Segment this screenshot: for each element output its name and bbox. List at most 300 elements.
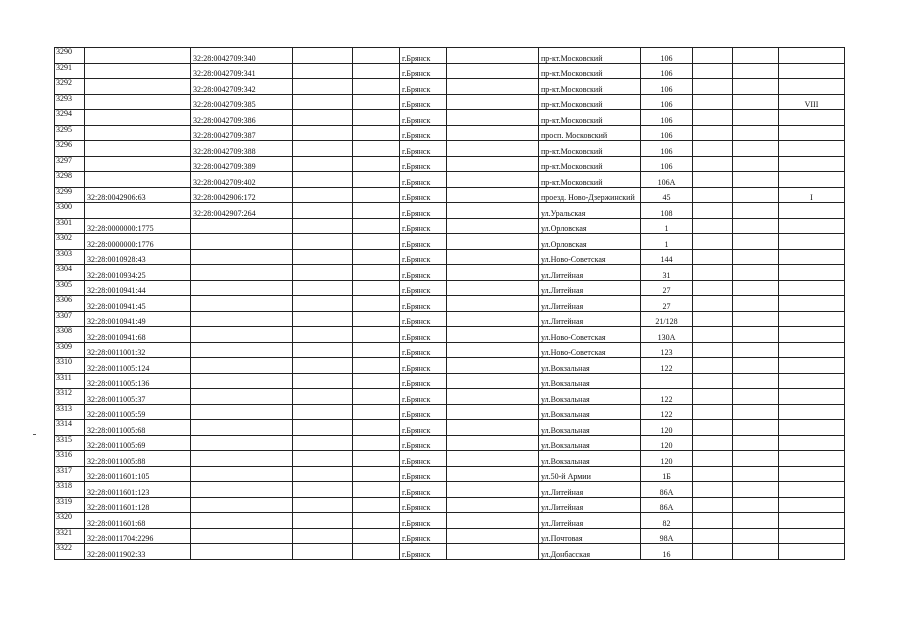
street-cell: ул.Ново-Советская (539, 249, 641, 265)
city-cell: г.Брянск (400, 141, 447, 157)
empty-cell (693, 466, 733, 482)
table-row (55, 110, 845, 126)
premises-cadastral-number (191, 544, 293, 560)
empty-cell (733, 249, 779, 265)
house-number-cell: 106 (641, 48, 693, 64)
empty-cell (447, 451, 539, 467)
building-cadastral-number (85, 141, 191, 157)
empty-cell (293, 544, 353, 560)
empty-cell (733, 203, 779, 219)
empty-cell (693, 311, 733, 327)
street-cell: ул.Вокзальная (539, 435, 641, 451)
house-number-cell: 120 (641, 435, 693, 451)
roman-numeral-cell (779, 110, 845, 126)
empty-cell (293, 358, 353, 374)
house-number-cell: 144 (641, 249, 693, 265)
building-cadastral-number: 32:28:0000000:1776 (85, 234, 191, 250)
empty-cell (447, 265, 539, 281)
house-number-cell: 106 (641, 141, 693, 157)
table-row (55, 234, 845, 250)
city-cell: г.Брянск (400, 420, 447, 436)
empty-cell (447, 482, 539, 498)
row-number: 3307 (55, 311, 85, 327)
city-cell: г.Брянск (400, 358, 447, 374)
roman-numeral-cell (779, 544, 845, 560)
roman-numeral-cell (779, 482, 845, 498)
city-cell: г.Брянск (400, 404, 447, 420)
empty-cell (733, 404, 779, 420)
house-number-cell: 98А (641, 528, 693, 544)
empty-cell (693, 373, 733, 389)
empty-cell (447, 435, 539, 451)
empty-cell (733, 141, 779, 157)
roman-numeral-cell (779, 513, 845, 529)
table-row (55, 513, 845, 529)
row-number: 3303 (55, 249, 85, 265)
street-cell: пр-кт.Московский (539, 156, 641, 172)
city-cell: г.Брянск (400, 435, 447, 451)
city-cell: г.Брянск (400, 451, 447, 467)
premises-cadastral-number (191, 513, 293, 529)
empty-cell (353, 513, 400, 529)
street-cell: пр-кт.Московский (539, 79, 641, 95)
row-number: 3296 (55, 141, 85, 157)
street-cell: ул.Литейная (539, 311, 641, 327)
city-cell: г.Брянск (400, 342, 447, 358)
premises-cadastral-number: 32:28:0042709:385 (191, 94, 293, 110)
empty-cell (353, 172, 400, 188)
house-number-cell: 1 (641, 218, 693, 234)
empty-cell (447, 327, 539, 343)
roman-numeral-cell (779, 497, 845, 513)
table-row (55, 311, 845, 327)
empty-cell (693, 218, 733, 234)
table-row (55, 358, 845, 374)
street-cell: ул.Донбасская (539, 544, 641, 560)
table-row (55, 48, 845, 64)
empty-cell (293, 234, 353, 250)
street-cell: ул.Ново-Советская (539, 342, 641, 358)
empty-cell (293, 466, 353, 482)
premises-cadastral-number (191, 218, 293, 234)
building-cadastral-number: 32:28:0011005:59 (85, 404, 191, 420)
empty-cell (693, 544, 733, 560)
house-number-cell: 120 (641, 451, 693, 467)
table-row (55, 156, 845, 172)
row-number: 3301 (55, 218, 85, 234)
empty-cell (733, 497, 779, 513)
house-number-cell: 106 (641, 156, 693, 172)
empty-cell (353, 141, 400, 157)
empty-cell (293, 497, 353, 513)
table-body (55, 48, 845, 560)
empty-cell (733, 94, 779, 110)
street-cell: ул.Литейная (539, 280, 641, 296)
empty-cell (693, 63, 733, 79)
empty-cell (353, 234, 400, 250)
table-row (55, 249, 845, 265)
empty-cell (293, 48, 353, 64)
empty-cell (447, 373, 539, 389)
table-row (55, 497, 845, 513)
empty-cell (353, 389, 400, 405)
street-cell: пр-кт.Московский (539, 94, 641, 110)
empty-cell (353, 311, 400, 327)
empty-cell (447, 358, 539, 374)
roman-numeral-cell: VIII (779, 94, 845, 110)
premises-cadastral-number (191, 528, 293, 544)
building-cadastral-number: 32:28:0011005:37 (85, 389, 191, 405)
house-number-cell: 106 (641, 125, 693, 141)
city-cell: г.Брянск (400, 265, 447, 281)
roman-numeral-cell (779, 203, 845, 219)
empty-cell (353, 358, 400, 374)
row-number: 3317 (55, 466, 85, 482)
empty-cell (693, 482, 733, 498)
empty-cell (353, 544, 400, 560)
empty-cell (733, 63, 779, 79)
empty-cell (353, 528, 400, 544)
building-cadastral-number: 32:28:0011601:68 (85, 513, 191, 529)
row-number: 3311 (55, 373, 85, 389)
empty-cell (353, 373, 400, 389)
building-cadastral-number (85, 172, 191, 188)
row-number: 3308 (55, 327, 85, 343)
street-cell: ул.Уральская (539, 203, 641, 219)
empty-cell (353, 404, 400, 420)
building-cadastral-number: 32:28:0010941:49 (85, 311, 191, 327)
row-number: 3298 (55, 172, 85, 188)
empty-cell (447, 48, 539, 64)
empty-cell (447, 249, 539, 265)
empty-cell (447, 125, 539, 141)
empty-cell (733, 110, 779, 126)
empty-cell (733, 172, 779, 188)
premises-cadastral-number (191, 296, 293, 312)
premises-cadastral-number: 32:28:0042709:341 (191, 63, 293, 79)
house-number-cell: 106А (641, 172, 693, 188)
premises-cadastral-number: 32:28:0042709:389 (191, 156, 293, 172)
empty-cell (693, 420, 733, 436)
empty-cell (447, 466, 539, 482)
roman-numeral-cell (779, 218, 845, 234)
city-cell: г.Брянск (400, 513, 447, 529)
building-cadastral-number: 32:28:0010941:44 (85, 280, 191, 296)
empty-cell (447, 544, 539, 560)
empty-cell (447, 156, 539, 172)
city-cell: г.Брянск (400, 156, 447, 172)
roman-numeral-cell (779, 528, 845, 544)
roman-numeral-cell: I (779, 187, 845, 203)
empty-cell (693, 435, 733, 451)
empty-cell (353, 48, 400, 64)
empty-cell (693, 94, 733, 110)
roman-numeral-cell (779, 311, 845, 327)
street-cell: пр-кт.Московский (539, 110, 641, 126)
empty-cell (447, 203, 539, 219)
empty-cell (353, 327, 400, 343)
city-cell: г.Брянск (400, 94, 447, 110)
city-cell: г.Брянск (400, 327, 447, 343)
empty-cell (353, 420, 400, 436)
premises-cadastral-number (191, 311, 293, 327)
city-cell: г.Брянск (400, 280, 447, 296)
empty-cell (733, 342, 779, 358)
table-row (55, 63, 845, 79)
city-cell: г.Брянск (400, 544, 447, 560)
building-cadastral-number: 32:28:0000000:1775 (85, 218, 191, 234)
street-cell: ул.Орловская (539, 218, 641, 234)
empty-cell (447, 497, 539, 513)
city-cell: г.Брянск (400, 172, 447, 188)
table-row (55, 466, 845, 482)
roman-numeral-cell (779, 265, 845, 281)
roman-numeral-cell (779, 280, 845, 296)
premises-cadastral-number (191, 420, 293, 436)
house-number-cell: 130А (641, 327, 693, 343)
empty-cell (293, 311, 353, 327)
empty-cell (693, 265, 733, 281)
empty-cell (693, 234, 733, 250)
empty-cell (293, 528, 353, 544)
empty-cell (693, 156, 733, 172)
building-cadastral-number: 32:28:0011704:2296 (85, 528, 191, 544)
city-cell: г.Брянск (400, 79, 447, 95)
roman-numeral-cell (779, 342, 845, 358)
row-number: 3290 (55, 48, 85, 64)
roman-numeral-cell (779, 466, 845, 482)
empty-cell (353, 342, 400, 358)
house-number-cell: 31 (641, 265, 693, 281)
empty-cell (353, 187, 400, 203)
empty-cell (353, 296, 400, 312)
empty-cell (293, 187, 353, 203)
empty-cell (447, 311, 539, 327)
empty-cell (733, 156, 779, 172)
empty-cell (733, 466, 779, 482)
premises-cadastral-number: 32:28:0042709:340 (191, 48, 293, 64)
empty-cell (733, 311, 779, 327)
city-cell: г.Брянск (400, 234, 447, 250)
empty-cell (293, 296, 353, 312)
street-cell: пр-кт.Московский (539, 48, 641, 64)
empty-cell (447, 280, 539, 296)
premises-cadastral-number (191, 389, 293, 405)
empty-cell (447, 79, 539, 95)
house-number-cell: 106 (641, 110, 693, 126)
empty-cell (353, 466, 400, 482)
empty-cell (447, 296, 539, 312)
empty-cell (693, 528, 733, 544)
building-cadastral-number: 32:28:0011005:68 (85, 420, 191, 436)
premises-cadastral-number: 32:28:0042907:264 (191, 203, 293, 219)
table-row (55, 187, 845, 203)
empty-cell (733, 435, 779, 451)
building-cadastral-number (85, 156, 191, 172)
row-number: 3304 (55, 265, 85, 281)
empty-cell (447, 528, 539, 544)
premises-cadastral-number (191, 249, 293, 265)
house-number-cell: 106 (641, 94, 693, 110)
roman-numeral-cell (779, 234, 845, 250)
empty-cell (733, 482, 779, 498)
empty-cell (293, 79, 353, 95)
empty-cell (733, 234, 779, 250)
building-cadastral-number: 32:28:0042906:63 (85, 187, 191, 203)
roman-numeral-cell (779, 141, 845, 157)
city-cell: г.Брянск (400, 482, 447, 498)
empty-cell (293, 110, 353, 126)
premises-cadastral-number (191, 404, 293, 420)
empty-cell (447, 420, 539, 436)
premises-cadastral-number: 32:28:0042709:386 (191, 110, 293, 126)
empty-cell (693, 342, 733, 358)
empty-cell (693, 125, 733, 141)
row-number: 3291 (55, 63, 85, 79)
street-cell: ул.Вокзальная (539, 420, 641, 436)
city-cell: г.Брянск (400, 528, 447, 544)
building-cadastral-number (85, 94, 191, 110)
empty-cell (693, 79, 733, 95)
empty-cell (293, 141, 353, 157)
empty-cell (447, 218, 539, 234)
house-number-cell: 108 (641, 203, 693, 219)
roman-numeral-cell (779, 79, 845, 95)
row-number: 3309 (55, 342, 85, 358)
empty-cell (733, 327, 779, 343)
street-cell: ул.Литейная (539, 497, 641, 513)
house-number-cell: 16 (641, 544, 693, 560)
building-cadastral-number: 32:28:0011005:124 (85, 358, 191, 374)
empty-cell (733, 544, 779, 560)
roman-numeral-cell (779, 48, 845, 64)
row-number: 3295 (55, 125, 85, 141)
street-cell: ул.Вокзальная (539, 404, 641, 420)
house-number-cell: 21/128 (641, 311, 693, 327)
street-cell: пр-кт.Московский (539, 172, 641, 188)
empty-cell (293, 327, 353, 343)
table-row (55, 172, 845, 188)
empty-cell (447, 94, 539, 110)
empty-cell (733, 296, 779, 312)
row-number: 3292 (55, 79, 85, 95)
building-cadastral-number: 32:28:0011601:105 (85, 466, 191, 482)
table-row (55, 296, 845, 312)
city-cell: г.Брянск (400, 218, 447, 234)
empty-cell (733, 451, 779, 467)
empty-cell (693, 497, 733, 513)
building-cadastral-number (85, 63, 191, 79)
empty-cell (353, 218, 400, 234)
house-number-cell: 123 (641, 342, 693, 358)
building-cadastral-number: 32:28:0011601:128 (85, 497, 191, 513)
empty-cell (693, 48, 733, 64)
table-row (55, 125, 845, 141)
street-cell: пр-кт.Московский (539, 141, 641, 157)
table-row (55, 544, 845, 560)
empty-cell (693, 187, 733, 203)
empty-cell (293, 172, 353, 188)
empty-cell (293, 156, 353, 172)
row-number: 3319 (55, 497, 85, 513)
premises-cadastral-number (191, 497, 293, 513)
street-cell: ул.Почтовая (539, 528, 641, 544)
empty-cell (293, 482, 353, 498)
empty-cell (693, 451, 733, 467)
city-cell: г.Брянск (400, 497, 447, 513)
empty-cell (693, 110, 733, 126)
empty-cell (693, 296, 733, 312)
building-cadastral-number (85, 79, 191, 95)
roman-numeral-cell (779, 389, 845, 405)
empty-cell (447, 187, 539, 203)
empty-cell (733, 420, 779, 436)
empty-cell (293, 218, 353, 234)
row-number: 3318 (55, 482, 85, 498)
row-number: 3306 (55, 296, 85, 312)
roman-numeral-cell (779, 404, 845, 420)
empty-cell (733, 280, 779, 296)
row-number: 3310 (55, 358, 85, 374)
city-cell: г.Брянск (400, 466, 447, 482)
empty-cell (733, 265, 779, 281)
table-row (55, 218, 845, 234)
street-cell: ул.Вокзальная (539, 451, 641, 467)
empty-cell (733, 48, 779, 64)
premises-cadastral-number (191, 280, 293, 296)
empty-cell (693, 280, 733, 296)
street-cell: проезд. Ново-Дзержинский (539, 187, 641, 203)
premises-cadastral-number (191, 234, 293, 250)
empty-cell (293, 125, 353, 141)
scan-mark (33, 434, 36, 435)
roman-numeral-cell (779, 63, 845, 79)
row-number: 3302 (55, 234, 85, 250)
premises-cadastral-number (191, 373, 293, 389)
house-number-cell: 122 (641, 358, 693, 374)
premises-cadastral-number (191, 466, 293, 482)
street-cell: ул.Орловская (539, 234, 641, 250)
empty-cell (733, 218, 779, 234)
table-row (55, 389, 845, 405)
street-cell: ул.Литейная (539, 482, 641, 498)
empty-cell (447, 110, 539, 126)
city-cell: г.Брянск (400, 63, 447, 79)
empty-cell (353, 265, 400, 281)
empty-cell (293, 513, 353, 529)
empty-cell (353, 451, 400, 467)
empty-cell (353, 497, 400, 513)
registry-table (54, 47, 845, 560)
roman-numeral-cell (779, 373, 845, 389)
building-cadastral-number: 32:28:0011005:69 (85, 435, 191, 451)
empty-cell (353, 156, 400, 172)
empty-cell (293, 389, 353, 405)
table-row (55, 451, 845, 467)
empty-cell (293, 435, 353, 451)
row-number: 3297 (55, 156, 85, 172)
empty-cell (293, 249, 353, 265)
building-cadastral-number: 32:28:0011601:123 (85, 482, 191, 498)
building-cadastral-number: 32:28:0010934:25 (85, 265, 191, 281)
roman-numeral-cell (779, 125, 845, 141)
building-cadastral-number (85, 125, 191, 141)
empty-cell (353, 435, 400, 451)
street-cell: ул.Литейная (539, 513, 641, 529)
premises-cadastral-number: 32:28:0042709:387 (191, 125, 293, 141)
house-number-cell: 27 (641, 296, 693, 312)
table-row (55, 420, 845, 436)
